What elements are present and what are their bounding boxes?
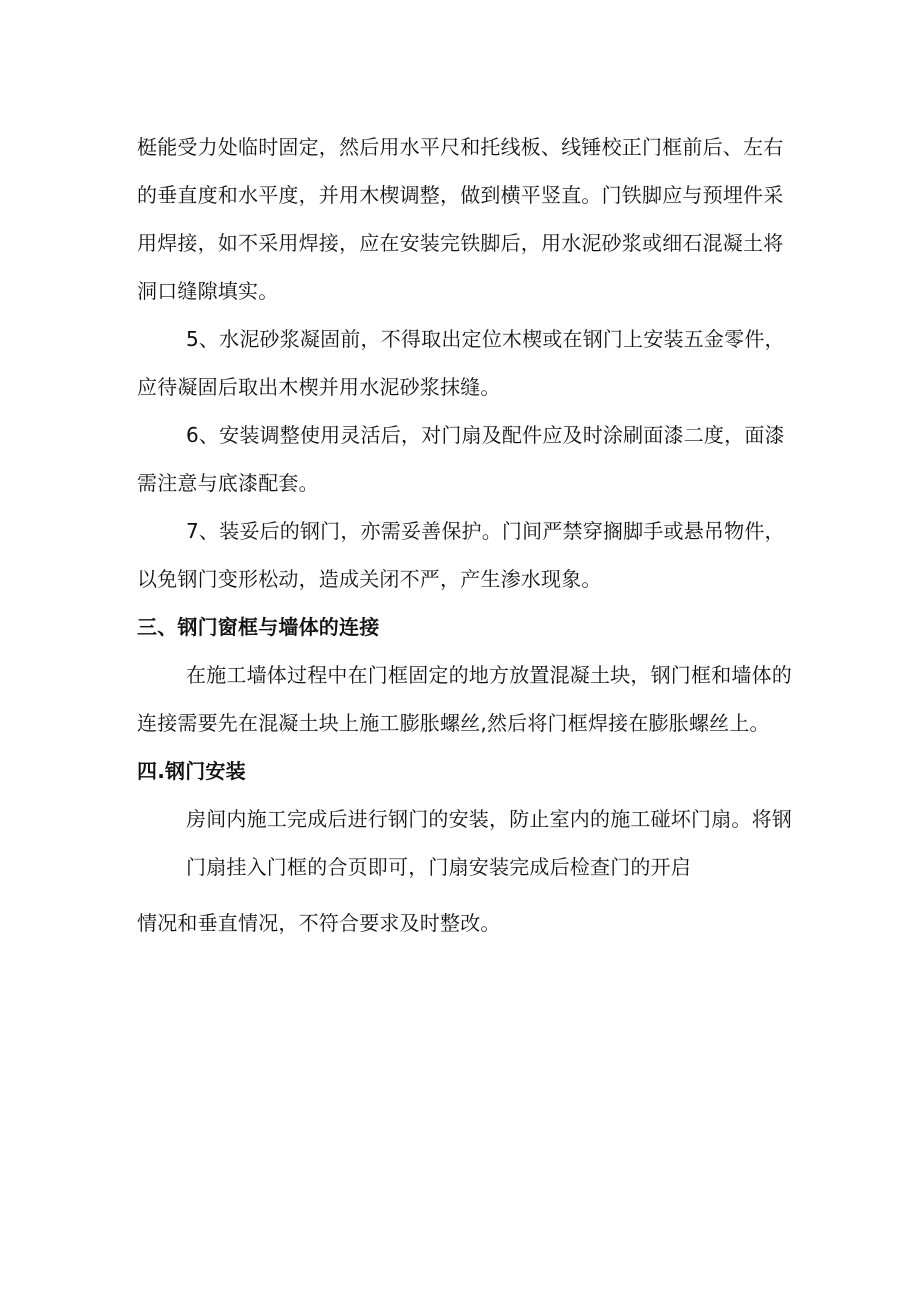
paragraph-line: 门扇挂入门框的合页即可，门扇安装完成后检查门的开启 — [186, 855, 691, 879]
paragraph-line: 需注意与底漆配套。 — [137, 471, 319, 495]
paragraph-line: 房间内施工完成后进行钢门的安装，防止室内的施工碰坏门扇。将钢 — [186, 807, 792, 831]
list-item-6: 6、安装调整使用灵活后，对门扇及配件应及时涂刷面漆二度，面漆 — [186, 423, 785, 447]
paragraph-line: 应待凝固后取出木楔并用水泥砂浆抹缝。 — [137, 375, 501, 399]
paragraph-line: 梃能受力处临时固定，然后用水平尺和托线板、线锤校正门框前后、左右 — [137, 135, 784, 159]
paragraph-line: 情况和垂直情况，不符合要求及时整改。 — [137, 911, 501, 935]
paragraph-line: 的垂直度和水平度，并用木楔调整，做到横平竖直。门铁脚应与预埋件采 — [137, 183, 784, 207]
list-item-5: 5、水泥砂浆凝固前，不得取出定位木楔或在钢门上安装五金零件， — [186, 327, 785, 351]
paragraph-line: 在施工墙体过程中在门框固定的地方放置混凝土块，钢门框和墙体的 — [186, 663, 792, 687]
section-heading-3: 三、钢门窗框与墙体的连接 — [137, 615, 380, 639]
section-heading-4: 四.钢门安装 — [137, 759, 246, 783]
paragraph-line: 以免钢门变形松动，造成关闭不严，产生渗水现象。 — [137, 567, 602, 591]
paragraph-line: 连接需要先在混凝土块上施工膨胀螺丝,然后将门框焊接在膨胀螺丝上。 — [137, 711, 770, 735]
paragraph-line: 用焊接，如不采用焊接，应在安装完铁脚后，用水泥砂浆或细石混凝土将 — [137, 231, 784, 255]
list-item-7: 7、装妥后的钢门，亦需妥善保护。门间严禁穿搁脚手或悬吊物件， — [186, 519, 785, 543]
paragraph-line: 洞口缝隙填实。 — [137, 279, 279, 303]
